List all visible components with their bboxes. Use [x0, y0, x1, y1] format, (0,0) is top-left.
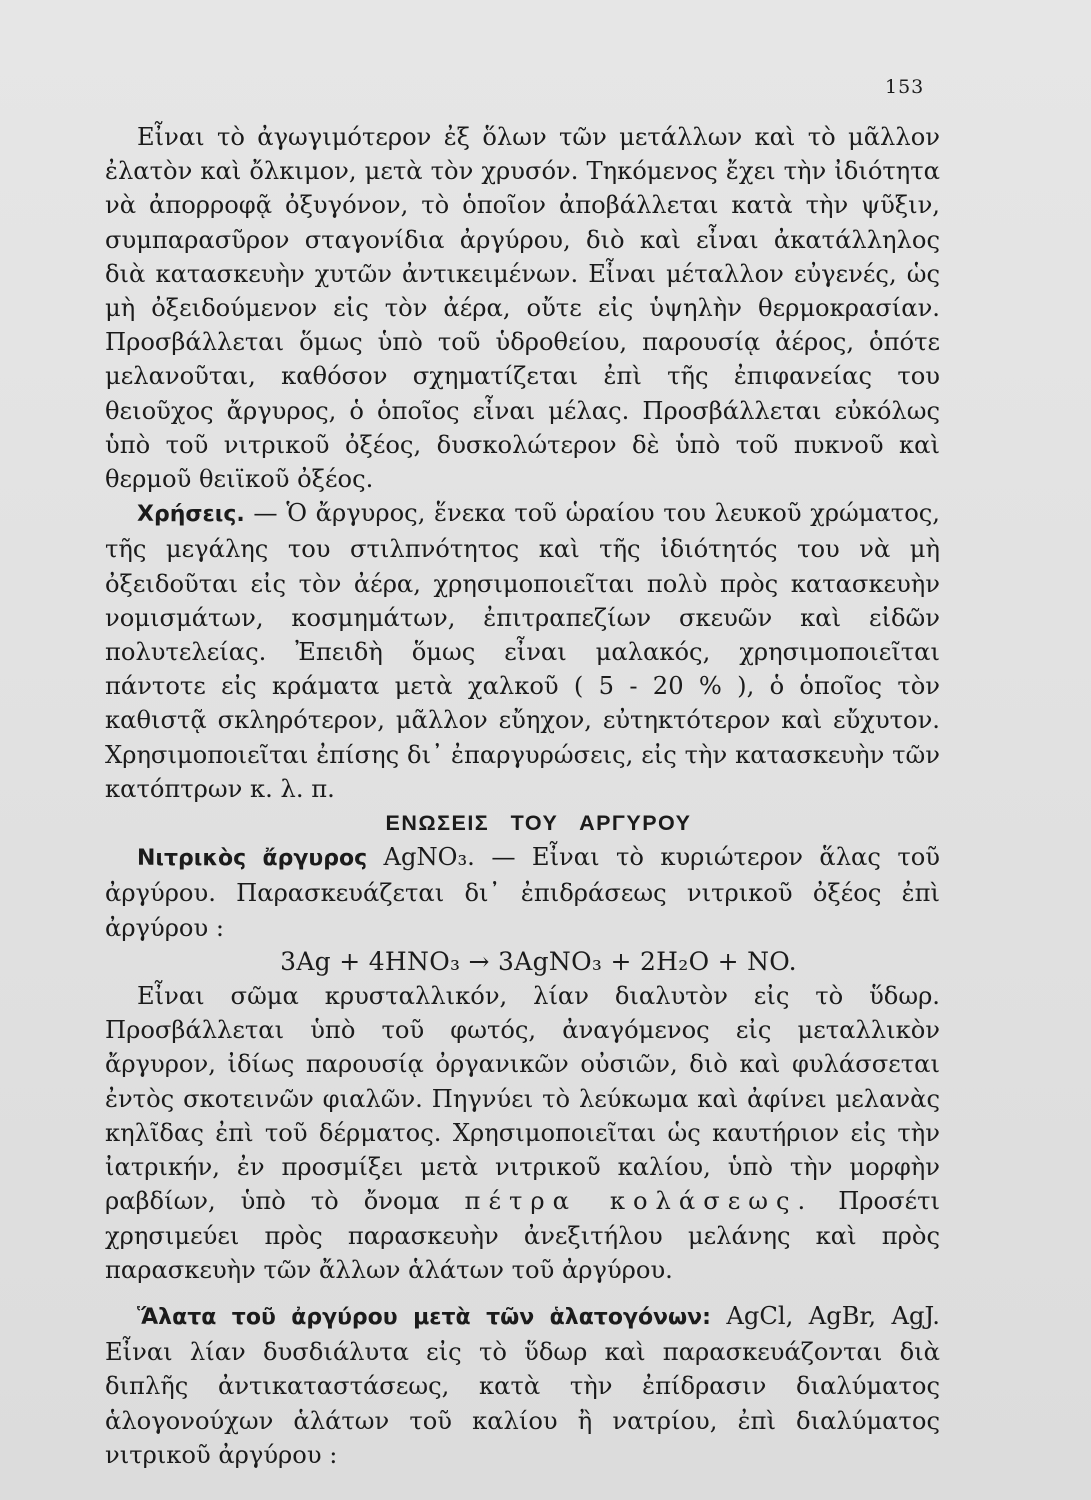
section-heading: ΕΝΩΣΕΙΣ ΤΟΥ ΑΡΓΥΡΟΥ — [385, 811, 692, 836]
chemical-equation: 3Ag + 4HNO₃ → 3AgNO₃ + 2H₂O + NO. — [280, 946, 797, 976]
halides-label: Ἅλατα τοῦ ἀργύρου μετὰ τῶν ἁλατογόνων: — [137, 1304, 711, 1330]
paragraph-uses — [105, 496, 940, 806]
paragraph-nitrate-description — [105, 979, 940, 1287]
paragraph-nitrate — [105, 840, 940, 945]
paragraph-properties: Εἶναι τὸ ἀγωγιμότερον ἐξ ὅλων τῶν μετάλλων καὶ τὸ μᾶλλον ἐλατὸν καὶ ὄλκιμον, μετὰ τὸν χρυσόν. Τηκόμενος ἔχει τὴν ἰδιότητα νὰ ἀπορροφᾷ ὀξυγόνον, τὸ ὁποῖον ἀποβάλλεται κατὰ τὴν ψῦξιν, συμπαρασῦρον σταγονίδια ἀργύρου, διὸ καὶ εἶναι ἀκατάλληλος διὰ κατασκευὴν χυτῶν ἀντικειμένων. Εἶναι μέταλλον εὐγενές, ὡς μὴ ὀξειδούμενον εἰς τὸν ἀέρα, οὔτε εἰς ὑψηλὴν θερμοκρασίαν. Προσβάλλεται ὅμως ὑπὸ τοῦ ὑδροθείου, παρουσίᾳ ἀέρος, ὁπότε μελανοῦται, καθόσον σχηματίζεται ἐπὶ τῆς ἐπιφανείας του θειοῦχος ἄργυρος, ὁ ὁποῖος εἶναι μέλας. Προσβάλλεται εὐκόλως ὑπὸ τοῦ νιτρικοῦ ὀξέος, δυσκολώτερον δὲ ὑπὸ τοῦ πυκνοῦ καὶ θερμοῦ θειϊκοῦ ὀξέος. — [105, 123, 940, 494]
nitrate-description-after: Προσέτι χρησιμεύει πρὸς παρασκευὴν ἀνεξιτήλου μελάνης καὶ πρὸς παρασκευὴν τῶν ἄλλων ἁλάτων τοῦ ἀργύρου. — [105, 1187, 940, 1284]
uses-label: Χρήσεις. — [137, 502, 245, 528]
page-body — [105, 120, 940, 1472]
halides-text: Εἶναι λίαν δυσδιάλυτα εἰς τὸ ὕδωρ καὶ παρασκευάζονται διὰ διπλῆς ἀντικαταστάσεως, κατὰ τὴν ἐπίδρασιν διαλύματος ἁλογονούχων ἁλάτων τοῦ καλίου ἢ νατρίου, ἐπὶ διαλύματος νιτρικοῦ ἀργύρου : — [105, 1338, 940, 1469]
page-number: 153 — [885, 76, 925, 98]
paragraph-halides — [105, 1299, 940, 1472]
nitrate-text: — Εἶναι τὸ κυριώτερον ἅλας τοῦ ἀργύρου. Παρασκευάζεται δι᾽ ἐπιδράσεως νιτρικοῦ ὀξέος ἐπὶ ἀργύρου : — [105, 843, 940, 942]
uses-text: — Ὁ ἄργυρος, ἕνεκα τοῦ ὡραίου του λευκοῦ χρώματος, τῆς μεγάλης του στιλπνότητος καὶ τῆς ἰδιότητός του νὰ μὴ ὀξειδοῦται εἰς τὸν ἀέρα, χρησιμοποιεῖται πολὺ πρὸς κατασκευὴν νομισμάτων, κοσμημάτων, ἐπιτραπεζίων σκευῶν καὶ εἰδῶν πολυτελείας. Ἐπειδὴ ὅμως εἶναι μαλακός, χρησιμοποιεῖται πάντοτε εἰς κράματα μετὰ χαλκοῦ ( 5 - 20 % ), ὁ ὁποῖος τὸν καθιστᾷ σκληρότερον, μᾶλλον εὔηχον, εὐτηκτότερον καὶ εὔχυτον. Χρησιμοποιεῖται ἐπίσης δι᾽ ἐπαργυρώσεις, εἰς τὴν κατασκευὴν τῶν κατόπτρων κ. λ. π. — [105, 499, 940, 803]
nitrate-formula: AgNO₃. — [383, 843, 475, 872]
nitrate-description-before: Εἶναι σῶμα κρυσταλλικόν, λίαν διαλυτὸν εἰς τὸ ὕδωρ. Προσβάλλεται ὑπὸ τοῦ φωτός, ἀναγόμενος εἰς μεταλλικὸν ἄργυρον, ἰδίως παρουσίᾳ ὀργανικῶν οὐσιῶν, διὸ καὶ φυλάσσεται ἐντὸς σκοτεινῶν φιαλῶν. Πηγνύει τὸ λεύκωμα καὶ ἀφίνει μελανὰς κηλῖδας ἐπὶ τοῦ δέρματος. Χρησιμοποιεῖται ὡς καυτήριον εἰς τὴν ἰατρικήν, ἐν προσμίξει μετὰ νιτρικοῦ καλίου, ὑπὸ τὴν μορφὴν ραβδίων, ὑπὸ τὸ ὄνομα — [105, 982, 940, 1216]
spaced-term: πέτρα κολάσεως. — [464, 1187, 814, 1216]
halides-formulas: AgCl, AgBr, AgJ. — [726, 1301, 940, 1330]
nitrate-label: Νιτρικὸς ἄργυρος — [137, 846, 368, 872]
spacer — [105, 1287, 940, 1299]
